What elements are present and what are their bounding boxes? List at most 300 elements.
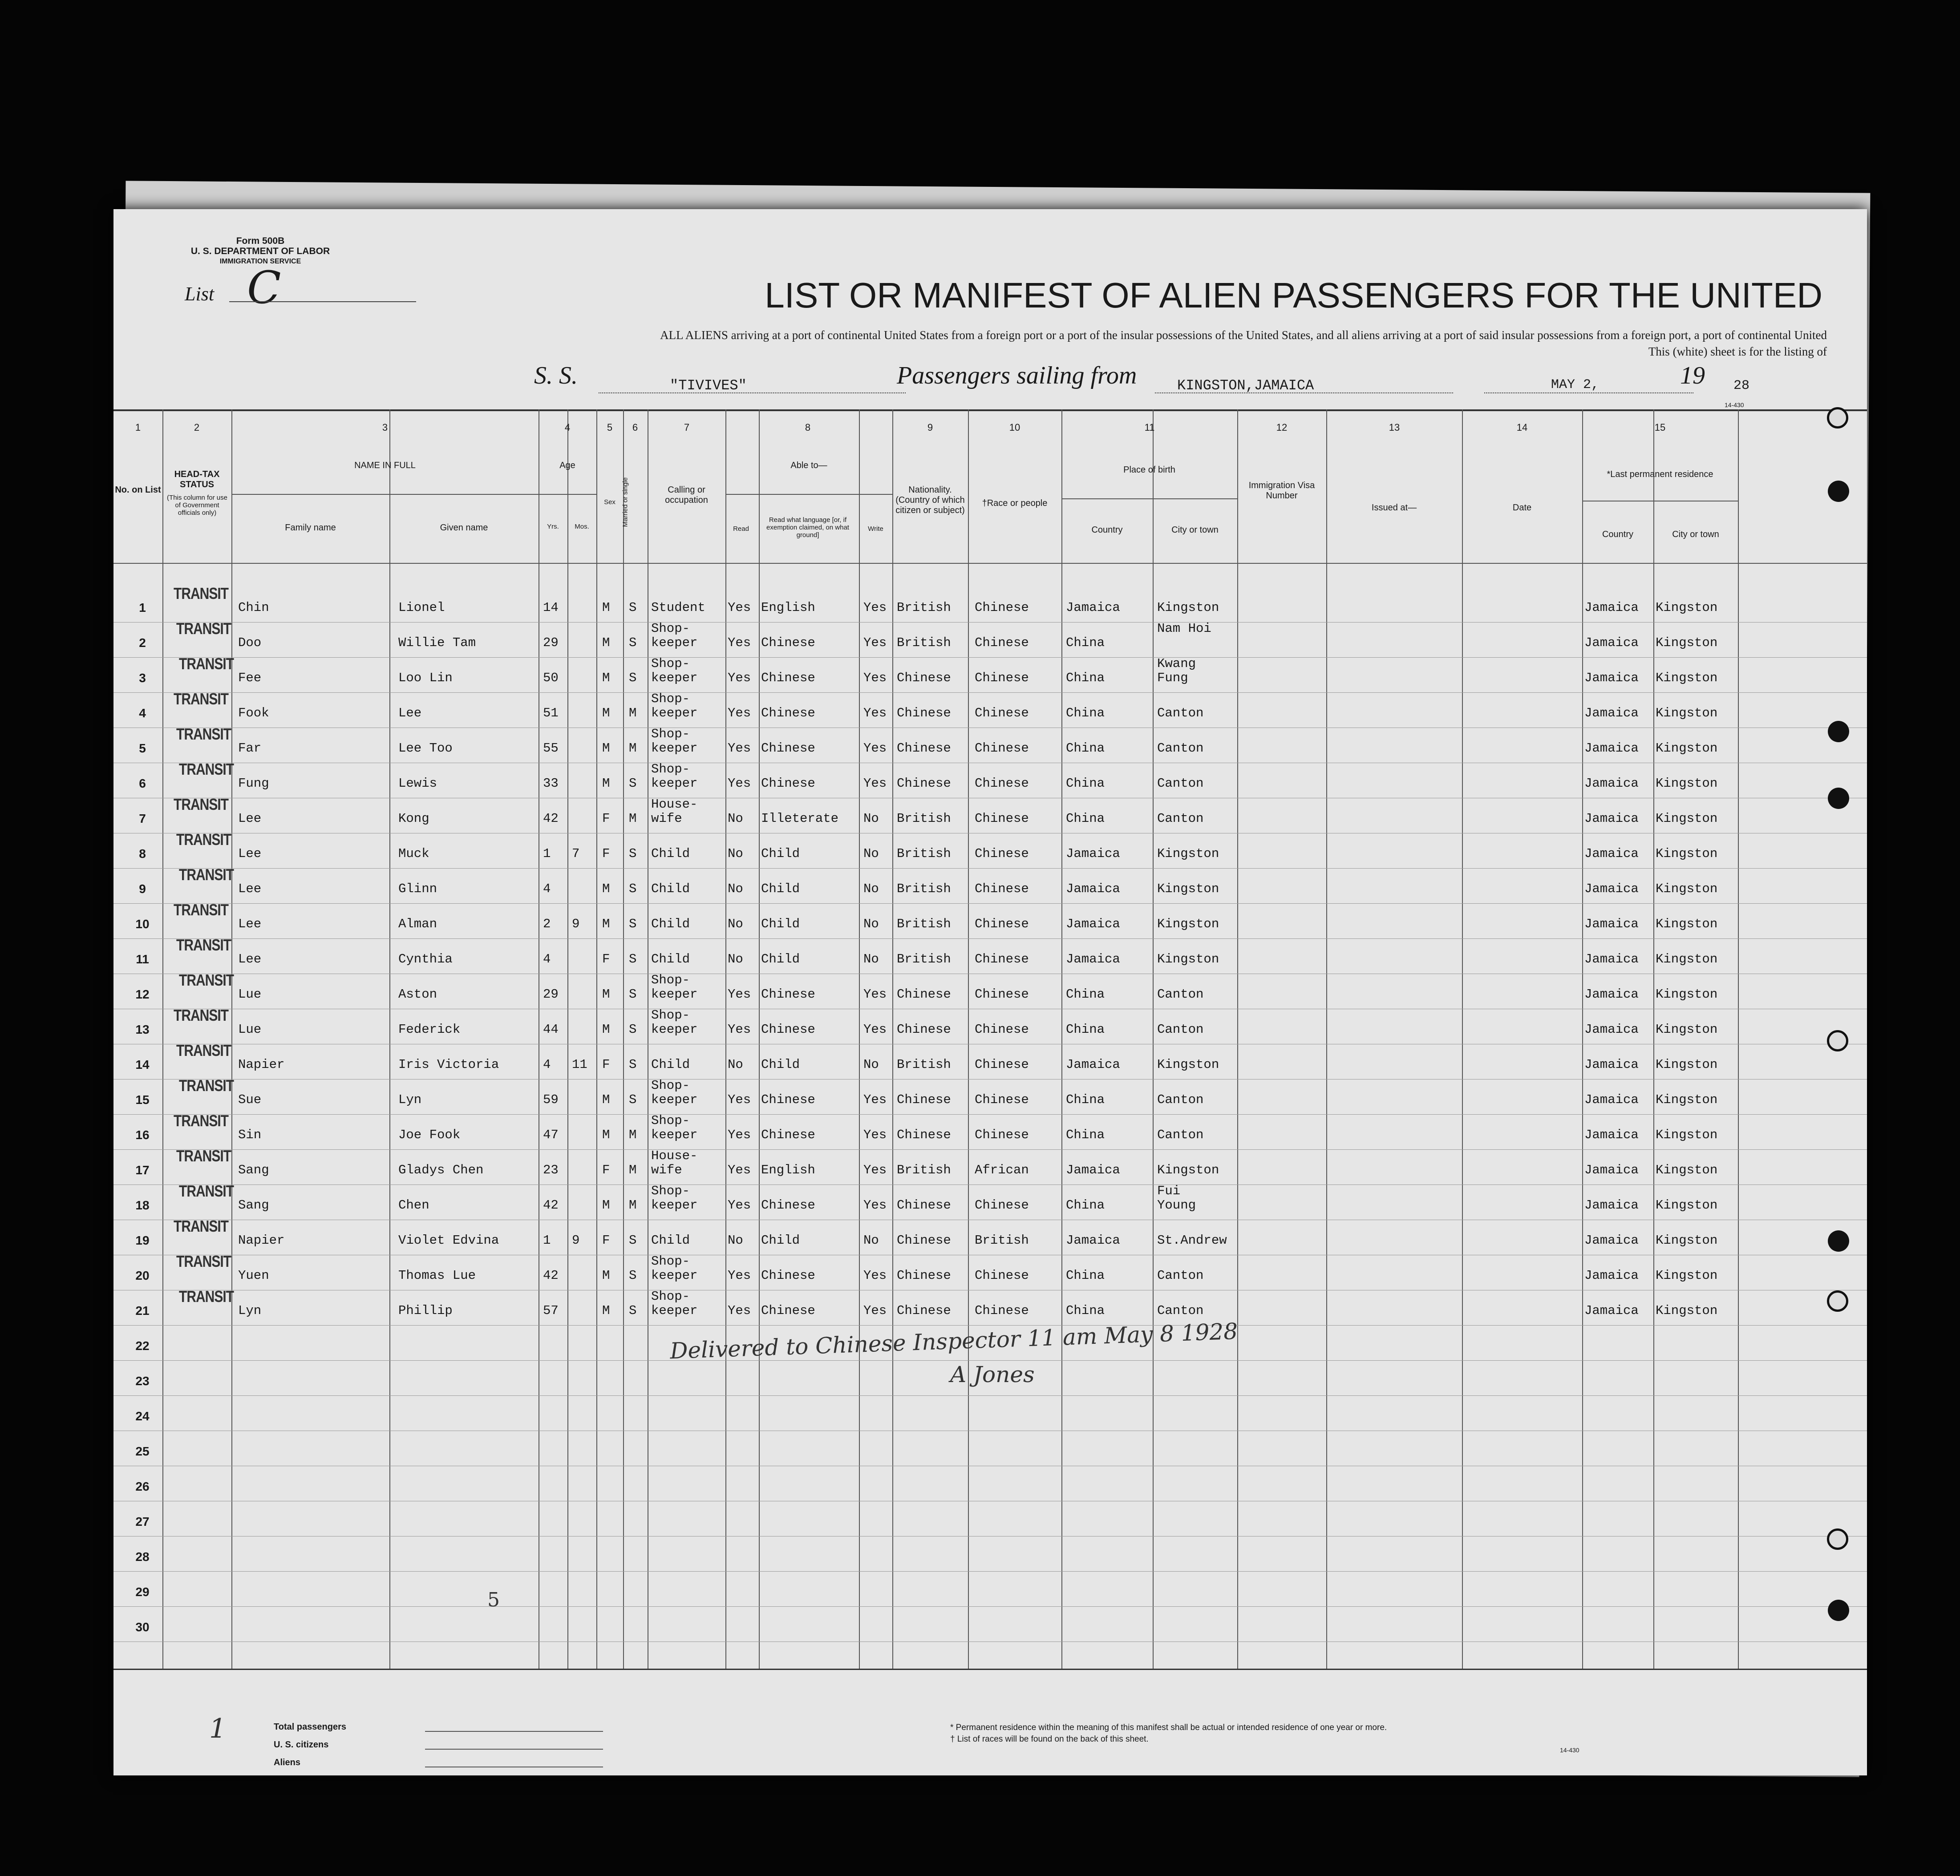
ship-underline — [599, 392, 906, 393]
cell-write: Yes — [863, 671, 887, 685]
cell-race: Chinese — [975, 706, 1029, 720]
us-citizens-line — [425, 1749, 603, 1750]
cell-race: British — [975, 1233, 1029, 1248]
cell-language: Chinese — [761, 776, 815, 791]
cell-nationality: British — [897, 846, 951, 861]
cell-birth-country: China — [1066, 671, 1105, 685]
ship-name: "TIVIVES" — [670, 377, 747, 394]
cell-language: Child — [761, 1233, 800, 1248]
column-number: 5 — [607, 422, 613, 433]
cell-occupation: Child — [651, 917, 690, 931]
header-age: Age — [559, 461, 575, 470]
cell-family: Far — [238, 741, 262, 756]
cell-family: Lue — [238, 987, 262, 1002]
cell-res-city: Kingston — [1656, 1022, 1718, 1037]
cell-write: Yes — [863, 1268, 887, 1283]
cell-res-country: Jamaica — [1584, 741, 1639, 756]
cell-nationality: Chinese — [897, 1022, 951, 1037]
cell-family: Lyn — [238, 1303, 262, 1318]
cell-res-country: Jamaica — [1584, 706, 1639, 720]
grid-top-border — [113, 409, 1867, 411]
cell-birth-country: Jamaica — [1066, 952, 1120, 966]
cell-mos: 9 — [572, 1233, 580, 1248]
column-number: 13 — [1389, 422, 1400, 433]
cell-birth-country: China — [1066, 776, 1105, 791]
cell-occupation: House-wife — [651, 797, 698, 826]
cell-language: Child — [761, 917, 800, 931]
year-label: 19 — [1680, 362, 1705, 389]
cell-status: S — [629, 917, 637, 931]
cell-sex: M — [602, 1128, 610, 1142]
cell-res-country: Jamaica — [1584, 881, 1639, 896]
cell-sex: M — [602, 987, 610, 1002]
column-number: 12 — [1276, 422, 1288, 433]
transit-stamp: TRANSIT — [174, 1007, 228, 1025]
cell-given: Violet Edvina — [398, 1233, 499, 1248]
cell-race: Chinese — [975, 776, 1029, 791]
header-married-single: Married or single — [621, 477, 629, 527]
cell-read: Yes — [728, 1163, 751, 1177]
cell-race: Chinese — [975, 1092, 1029, 1107]
cell-read: Yes — [728, 1092, 751, 1107]
subtitle-instructions: ALL ALIENS arriving at a port of continental United States from a foreign port or a port of the insular possessions of the United States, and all aliens arriving at a port of said insular possessions from a foreign port, a port of continental United — [660, 328, 1827, 342]
header-years: Yrs. — [547, 523, 559, 530]
row-rule — [113, 1571, 1867, 1572]
cell-occupation: Shop-keeper — [651, 727, 698, 756]
cell-language: Chinese — [761, 1092, 815, 1107]
transit-stamp: TRANSIT — [179, 655, 234, 673]
column-number: 4 — [564, 422, 571, 433]
column-divider — [859, 409, 860, 1669]
cell-yrs: 29 — [543, 635, 559, 650]
cell-res-country: Jamaica — [1584, 1268, 1639, 1283]
cell-write: Yes — [863, 776, 887, 791]
cell-given: Lee Too — [398, 741, 453, 756]
cell-race: Chinese — [975, 987, 1029, 1002]
cell-yrs: 51 — [543, 706, 559, 720]
column-number: 11 — [1144, 422, 1155, 433]
row-rule — [113, 1325, 1867, 1326]
cell-res-city: Kingston — [1656, 846, 1718, 861]
header-visa-number: Immigration Visa Number — [1248, 481, 1315, 501]
cell-res-country: Jamaica — [1584, 1022, 1639, 1037]
cell-res-city: Kingston — [1656, 1198, 1718, 1213]
row-number: 13 — [135, 1023, 150, 1036]
row-number: 2 — [139, 636, 146, 650]
row-number: 1 — [139, 601, 146, 615]
transit-stamp: TRANSIT — [176, 831, 231, 849]
cell-mos: 11 — [572, 1057, 587, 1072]
cell-race: Chinese — [975, 1268, 1029, 1283]
header-birth-city: City or town — [1171, 525, 1219, 535]
age-divider — [539, 494, 596, 495]
cell-status: M — [629, 811, 637, 826]
column-divider — [162, 409, 163, 1669]
service-name: IMMIGRATION SERVICE — [219, 258, 301, 265]
row-rule — [113, 1079, 1867, 1080]
cell-read: No — [728, 1057, 743, 1072]
cell-status: S — [629, 1233, 637, 1248]
cell-yrs: 33 — [543, 776, 559, 791]
row-number: 3 — [139, 671, 146, 685]
column-divider — [1582, 409, 1583, 1669]
header-name-in-full: NAME IN FULL — [354, 461, 416, 470]
cell-sex: M — [602, 671, 610, 685]
cell-write: No — [863, 811, 879, 826]
cell-given: Joe Fook — [398, 1128, 461, 1142]
row-rule — [113, 692, 1867, 693]
cell-yrs: 59 — [543, 1092, 559, 1107]
cell-birth-city: Kwang Fung — [1157, 656, 1196, 685]
transit-stamp: TRANSIT — [176, 1253, 231, 1271]
form-number: Form 500B — [236, 236, 285, 246]
handwritten-delivery-note: Delivered to Chinese Inspector 11 am May 8 1928 — [669, 1318, 1238, 1364]
row-number: 23 — [135, 1374, 150, 1388]
cell-res-country: Jamaica — [1584, 635, 1639, 650]
cell-nationality: British — [897, 952, 951, 966]
cell-read: Yes — [728, 776, 751, 791]
us-citizens-label: U. S. citizens — [274, 1740, 329, 1750]
column-number: 8 — [805, 422, 811, 433]
column-divider — [1462, 409, 1463, 1669]
cell-write: No — [863, 1233, 879, 1248]
cell-res-country: Jamaica — [1584, 1163, 1639, 1177]
row-number: 30 — [135, 1620, 150, 1634]
cell-family: Doo — [238, 635, 262, 650]
cell-nationality: Chinese — [897, 1233, 951, 1248]
cell-birth-country: China — [1066, 1128, 1105, 1142]
row-number: 25 — [135, 1444, 150, 1458]
transit-stamp: TRANSIT — [179, 760, 234, 779]
department-name: U. S. DEPARTMENT OF LABOR — [190, 246, 330, 256]
cell-res-city: Kingston — [1656, 600, 1718, 615]
manifest-sheet — [113, 209, 1867, 1775]
cell-status: S — [629, 1268, 637, 1283]
cell-read: Yes — [728, 1303, 751, 1318]
cell-res-city: Kingston — [1656, 1163, 1718, 1177]
cell-birth-country: Jamaica — [1066, 846, 1120, 861]
header-head-tax: HEAD-TAX STATUS — [174, 469, 220, 489]
header-issued-at: Issued at— — [1371, 503, 1417, 513]
row-number: 10 — [135, 917, 150, 931]
cell-yrs: 4 — [543, 952, 551, 966]
cell-sex: F — [602, 846, 610, 861]
column-divider — [596, 409, 597, 1669]
cell-res-city: Kingston — [1656, 1057, 1718, 1072]
cell-yrs: 42 — [543, 811, 559, 826]
cell-occupation: Child — [651, 881, 690, 896]
cell-given: Iris Victoria — [398, 1057, 499, 1072]
cell-read: No — [728, 881, 743, 896]
column-number: 1 — [135, 422, 141, 433]
cell-family: Sue — [238, 1092, 262, 1107]
cell-birth-city: Canton — [1157, 1303, 1204, 1318]
cell-race: Chinese — [975, 1303, 1029, 1318]
cell-language: Chinese — [761, 987, 815, 1002]
cell-occupation: Shop-keeper — [651, 621, 698, 650]
date-underline — [1484, 392, 1693, 393]
cell-family: Lee — [238, 917, 262, 931]
cell-language: Chinese — [761, 635, 815, 650]
cell-family: Sang — [238, 1198, 269, 1213]
row-rule — [113, 868, 1867, 869]
cell-sex: M — [602, 706, 610, 720]
cell-res-country: Jamaica — [1584, 987, 1639, 1002]
cell-race: Chinese — [975, 1128, 1029, 1142]
row-rule — [113, 1395, 1867, 1396]
cell-status: M — [629, 1128, 637, 1142]
cell-nationality: Chinese — [897, 671, 951, 685]
cell-write: Yes — [863, 741, 887, 756]
cell-occupation: Child — [651, 1233, 690, 1248]
cell-res-country: Jamaica — [1584, 1057, 1639, 1072]
header-write: Write — [868, 525, 883, 533]
cell-read: Yes — [728, 706, 751, 720]
column-number: 6 — [632, 422, 638, 433]
cell-sex: F — [602, 1233, 610, 1248]
transit-stamp: TRANSIT — [174, 796, 228, 814]
cell-write: No — [863, 1057, 879, 1072]
cell-read: No — [728, 846, 743, 861]
cell-language: Chinese — [761, 1303, 815, 1318]
transit-stamp: TRANSIT — [176, 1147, 231, 1165]
cell-family: Fook — [238, 706, 269, 720]
cell-given: Thomas Lue — [398, 1268, 476, 1283]
column-number: 7 — [684, 422, 690, 433]
cell-sex: F — [602, 952, 610, 966]
cell-write: No — [863, 917, 879, 931]
cell-sex: M — [602, 635, 610, 650]
cell-res-city: Kingston — [1656, 987, 1718, 1002]
cell-birth-city: Canton — [1157, 1268, 1204, 1283]
cell-birth-city: Kingston — [1157, 881, 1219, 896]
cell-family: Lee — [238, 881, 262, 896]
cell-status: S — [629, 635, 637, 650]
transit-stamp: TRANSIT — [179, 1288, 234, 1306]
cell-occupation: Shop-keeper — [651, 1078, 698, 1107]
row-number: 8 — [139, 847, 146, 861]
row-number: 28 — [135, 1550, 150, 1564]
cell-yrs: 44 — [543, 1022, 559, 1037]
cell-language: Child — [761, 952, 800, 966]
cell-status: M — [629, 1163, 637, 1177]
cell-family: Lue — [238, 1022, 262, 1037]
cell-res-country: Jamaica — [1584, 1233, 1639, 1248]
cell-race: Chinese — [975, 1022, 1029, 1037]
cell-race: Chinese — [975, 1198, 1029, 1213]
cell-res-country: Jamaica — [1584, 1198, 1639, 1213]
cell-res-country: Jamaica — [1584, 1128, 1639, 1142]
cell-race: Chinese — [975, 917, 1029, 931]
row-number: 29 — [135, 1585, 150, 1599]
header-sex: Sex — [604, 498, 616, 506]
cell-language: Chinese — [761, 671, 815, 685]
binder-hole-icon — [1827, 1030, 1848, 1051]
cell-yrs: 23 — [543, 1163, 559, 1177]
cell-status: S — [629, 952, 637, 966]
cell-status: S — [629, 1057, 637, 1072]
sailing-from: KINGSTON,JAMAICA — [1177, 377, 1314, 394]
cell-status: M — [629, 1198, 637, 1213]
cell-occupation: Shop-keeper — [651, 1289, 698, 1318]
cell-write: No — [863, 846, 879, 861]
cell-birth-country: Jamaica — [1066, 1057, 1120, 1072]
cell-birth-country: China — [1066, 1303, 1105, 1318]
column-number: 9 — [927, 422, 933, 433]
transit-stamp: TRANSIT — [179, 971, 234, 990]
cell-given: Kong — [398, 811, 429, 826]
column-divider — [231, 409, 232, 1669]
header-place-of-birth: Place of birth — [1123, 465, 1175, 475]
cell-nationality: Chinese — [897, 987, 951, 1002]
cell-race: Chinese — [975, 811, 1029, 826]
header-read-language: Read what language [or, if exemption claimed, on what ground] — [766, 516, 849, 539]
form-code: 14-430 — [1725, 401, 1744, 408]
cell-family: Fee — [238, 671, 262, 685]
cell-res-city: Kingston — [1656, 741, 1718, 756]
header-bottom-border — [113, 563, 1867, 564]
column-divider — [1237, 409, 1238, 1669]
cell-res-country: Jamaica — [1584, 917, 1639, 931]
cell-read: Yes — [728, 1022, 751, 1037]
cell-birth-country: Jamaica — [1066, 600, 1120, 615]
header-head-tax-note: (This column for use of Government officials only) — [167, 494, 227, 517]
cell-sex: M — [602, 600, 610, 615]
cell-given: Muck — [398, 846, 429, 861]
cell-write: No — [863, 952, 879, 966]
cell-sex: F — [602, 1057, 610, 1072]
cell-language: Chinese — [761, 706, 815, 720]
cell-write: No — [863, 881, 879, 896]
cell-status: M — [629, 741, 637, 756]
cell-family: Napier — [238, 1057, 285, 1072]
header-race: †Race or people — [982, 498, 1048, 508]
cell-birth-country: Jamaica — [1066, 917, 1120, 931]
header-able-to: Able to— — [790, 461, 827, 470]
cell-birth-city: St.Andrew — [1157, 1233, 1227, 1248]
cell-status: S — [629, 987, 637, 1002]
column-number: 15 — [1654, 422, 1666, 433]
cell-birth-city: Kingston — [1157, 846, 1219, 861]
cell-given: Lee — [398, 706, 422, 720]
column-divider — [389, 409, 390, 1669]
cell-occupation: Shop-keeper — [651, 762, 698, 791]
column-divider — [1061, 409, 1062, 1669]
cell-read: Yes — [728, 987, 751, 1002]
binder-hole-icon — [1828, 1600, 1849, 1621]
cell-given: Chen — [398, 1198, 429, 1213]
cell-occupation: Student — [651, 600, 705, 615]
transit-stamp: TRANSIT — [174, 585, 228, 603]
cell-family: Sang — [238, 1163, 269, 1177]
cell-language: Chinese — [761, 741, 815, 756]
column-number: 2 — [194, 422, 200, 433]
cell-read: No — [728, 1233, 743, 1248]
cell-occupation: Child — [651, 952, 690, 966]
cell-status: S — [629, 846, 637, 861]
cell-yrs: 29 — [543, 987, 559, 1002]
header-calling: Calling or occupation — [665, 485, 708, 505]
cell-res-city: Kingston — [1656, 881, 1718, 896]
list-underline — [229, 301, 416, 302]
cell-birth-city: Canton — [1157, 811, 1204, 826]
cell-birth-country: Jamaica — [1066, 1233, 1120, 1248]
column-divider — [892, 409, 893, 1669]
aliens-label: Aliens — [274, 1758, 301, 1767]
cell-birth-city: Canton — [1157, 776, 1204, 791]
cell-birth-city: Canton — [1157, 706, 1204, 720]
transit-stamp: TRANSIT — [174, 1217, 228, 1236]
cell-nationality: Chinese — [897, 741, 951, 756]
cell-res-city: Kingston — [1656, 1303, 1718, 1318]
cell-write: Yes — [863, 600, 887, 615]
binder-hole-icon — [1828, 721, 1849, 742]
cell-nationality: British — [897, 1163, 951, 1177]
cell-birth-country: China — [1066, 741, 1105, 756]
row-number: 11 — [136, 952, 149, 966]
cell-sex: F — [602, 1163, 610, 1177]
cell-occupation: Shop-keeper — [651, 691, 698, 720]
cell-occupation: House-wife — [651, 1148, 698, 1177]
header-last-residence: *Last permanent residence — [1607, 469, 1713, 479]
cell-language: English — [761, 600, 815, 615]
cell-birth-city: Kingston — [1157, 600, 1219, 615]
row-rule — [113, 938, 1867, 939]
column-divider — [1326, 409, 1327, 1669]
cell-occupation: Shop-keeper — [651, 1254, 698, 1283]
cell-given: Glinn — [398, 881, 437, 896]
row-number: 7 — [139, 812, 146, 825]
cell-read: Yes — [728, 671, 751, 685]
cell-given: Phillip — [398, 1303, 453, 1318]
transit-stamp: TRANSIT — [174, 690, 228, 708]
transit-stamp: TRANSIT — [174, 1112, 228, 1130]
column-number: 10 — [1009, 422, 1020, 433]
page-title: LIST OR MANIFEST OF ALIEN PASSENGERS FOR THE UNITED — [765, 275, 1822, 315]
cell-nationality: British — [897, 917, 951, 931]
subtitle-sheet-note: This (white) sheet is for the listing of — [1648, 345, 1827, 358]
cell-birth-country: Jamaica — [1066, 1163, 1120, 1177]
cell-status: S — [629, 881, 637, 896]
cell-write: Yes — [863, 1163, 887, 1177]
cell-birth-city: Fui Young — [1157, 1184, 1196, 1213]
transit-stamp: TRANSIT — [176, 1042, 231, 1060]
cell-nationality: Chinese — [897, 1092, 951, 1107]
cell-read: Yes — [728, 600, 751, 615]
cell-family: Lee — [238, 811, 262, 826]
cell-res-city: Kingston — [1656, 952, 1718, 966]
cell-birth-city: Kingston — [1157, 952, 1219, 966]
row-number: 16 — [135, 1128, 150, 1142]
cell-sex: F — [602, 811, 610, 826]
footnote-residence: * Permanent residence within the meaning of this manifest shall be actual or intended residence of one year or more. — [950, 1723, 1387, 1732]
cell-birth-city: Canton — [1157, 1022, 1204, 1037]
transit-stamp: TRANSIT — [179, 1077, 234, 1095]
cell-yrs: 14 — [543, 600, 559, 615]
cell-yrs: 47 — [543, 1128, 559, 1142]
column-number: 3 — [382, 422, 388, 433]
row-rule — [113, 1114, 1867, 1115]
cell-family: Chin — [238, 600, 269, 615]
binder-hole-icon — [1828, 481, 1849, 502]
cell-res-country: Jamaica — [1584, 846, 1639, 861]
list-label: List — [185, 283, 215, 305]
cell-status: S — [629, 600, 637, 615]
cell-yrs: 55 — [543, 741, 559, 756]
cell-res-country: Jamaica — [1584, 671, 1639, 685]
row-number: 24 — [135, 1409, 150, 1423]
cell-status: S — [629, 671, 637, 685]
